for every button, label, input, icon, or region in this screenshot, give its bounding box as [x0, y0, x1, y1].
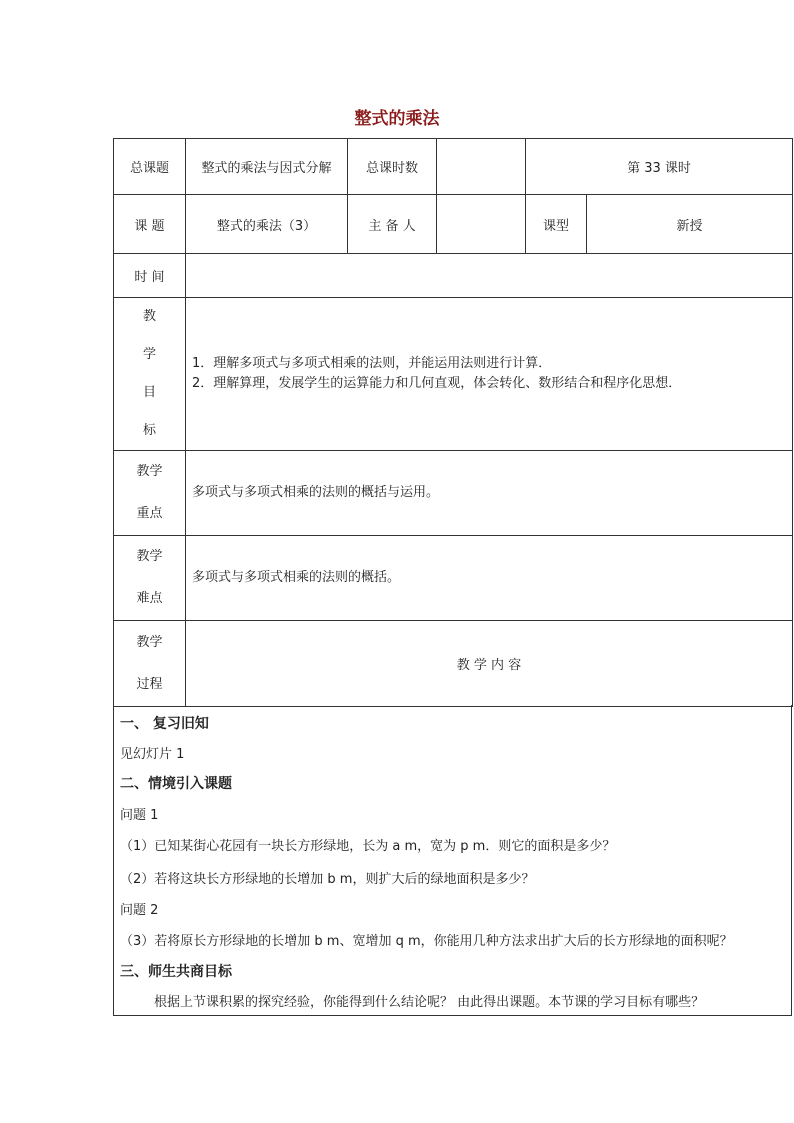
label-line: 过程 — [136, 676, 163, 692]
label-lesson-type: 课型 — [526, 195, 587, 254]
label-objectives — [114, 298, 186, 451]
teaching-content — [113, 705, 792, 1016]
label-total-hours: 总课时数 — [348, 139, 437, 195]
section-intro: 二、情境引入课题 — [120, 776, 232, 792]
value-preparer — [437, 195, 526, 254]
section-objectives: 三、师生共商目标 — [120, 964, 232, 980]
label-preparer: 主 备 人 — [348, 195, 437, 254]
objective-line: 1．理解多项式与多项式相乘的法则，并能运用法则进行计算． — [192, 356, 552, 371]
row-keypoints — [114, 451, 793, 536]
row-course — [114, 139, 793, 195]
lesson-plan-table — [113, 138, 793, 707]
lesson-number: 第 33 课时 — [526, 139, 793, 195]
label-line: 难点 — [136, 591, 163, 606]
label-line: 教学 — [136, 464, 163, 479]
section-review: 一、 复习旧知 — [120, 716, 209, 732]
value-difficulties: 多项式与多项式相乘的法则的概括。 — [186, 536, 793, 621]
page-title: 整式的乘法 — [354, 109, 440, 129]
question-1-part-1: （1）已知某街心花园有一块长方形绿地，长为 a m，宽为 p m．则它的面积是多少？ — [120, 839, 616, 854]
value-topic: 整式的乘法（3） — [186, 195, 348, 254]
row-process — [114, 621, 793, 707]
label-total-topic: 总课题 — [114, 139, 186, 195]
review-text: 见幻灯片 1 — [120, 747, 185, 762]
label-topic: 课 题 — [114, 195, 186, 254]
row-difficulties — [114, 536, 793, 621]
row-topic — [114, 195, 793, 254]
process-header: 教 学 内 容 — [186, 621, 793, 707]
label-line: 教学 — [136, 549, 163, 564]
label-char: 学 — [142, 347, 156, 362]
label-keypoints — [114, 451, 186, 536]
value-time — [186, 254, 793, 298]
value-keypoints: 多项式与多项式相乘的法则的概括与运用。 — [186, 451, 793, 536]
label-line: 重点 — [136, 506, 163, 521]
label-time: 时 间 — [114, 254, 186, 298]
question-1-part-2: （2）若将这块长方形绿地的长增加 b m，则扩大后的绿地面积是多少？ — [120, 872, 535, 887]
value-total-topic: 整式的乘法与因式分解 — [186, 139, 348, 195]
label-char: 标 — [142, 423, 156, 438]
objective-line: 2．理解算理，发展学生的运算能力和几何直观，体会转化、数形结合和程序化思想． — [192, 376, 682, 391]
label-process — [114, 621, 186, 707]
label-line: 教学 — [136, 634, 163, 650]
label-char: 教 — [142, 309, 156, 324]
objectives-text: 根据上节课积累的探究经验，你能得到什么结论呢？ 由此得出课题。本节课的学习目标有哪些？ — [154, 995, 705, 1010]
row-time — [114, 254, 793, 298]
question-2-label: 问题 2 — [120, 903, 159, 918]
label-char: 目 — [142, 385, 156, 400]
row-objectives — [114, 298, 793, 451]
value-total-hours — [437, 139, 526, 195]
value-lesson-type: 新授 — [587, 195, 793, 254]
value-objectives — [186, 298, 793, 451]
question-1-label: 问题 1 — [120, 808, 159, 823]
label-difficulties — [114, 536, 186, 621]
question-2-part-1: （3）若将原长方形绿地的长增加 b m、宽增加 q m，你能用几种方法求出扩大后的长方形绿地的面积呢？ — [120, 934, 733, 949]
